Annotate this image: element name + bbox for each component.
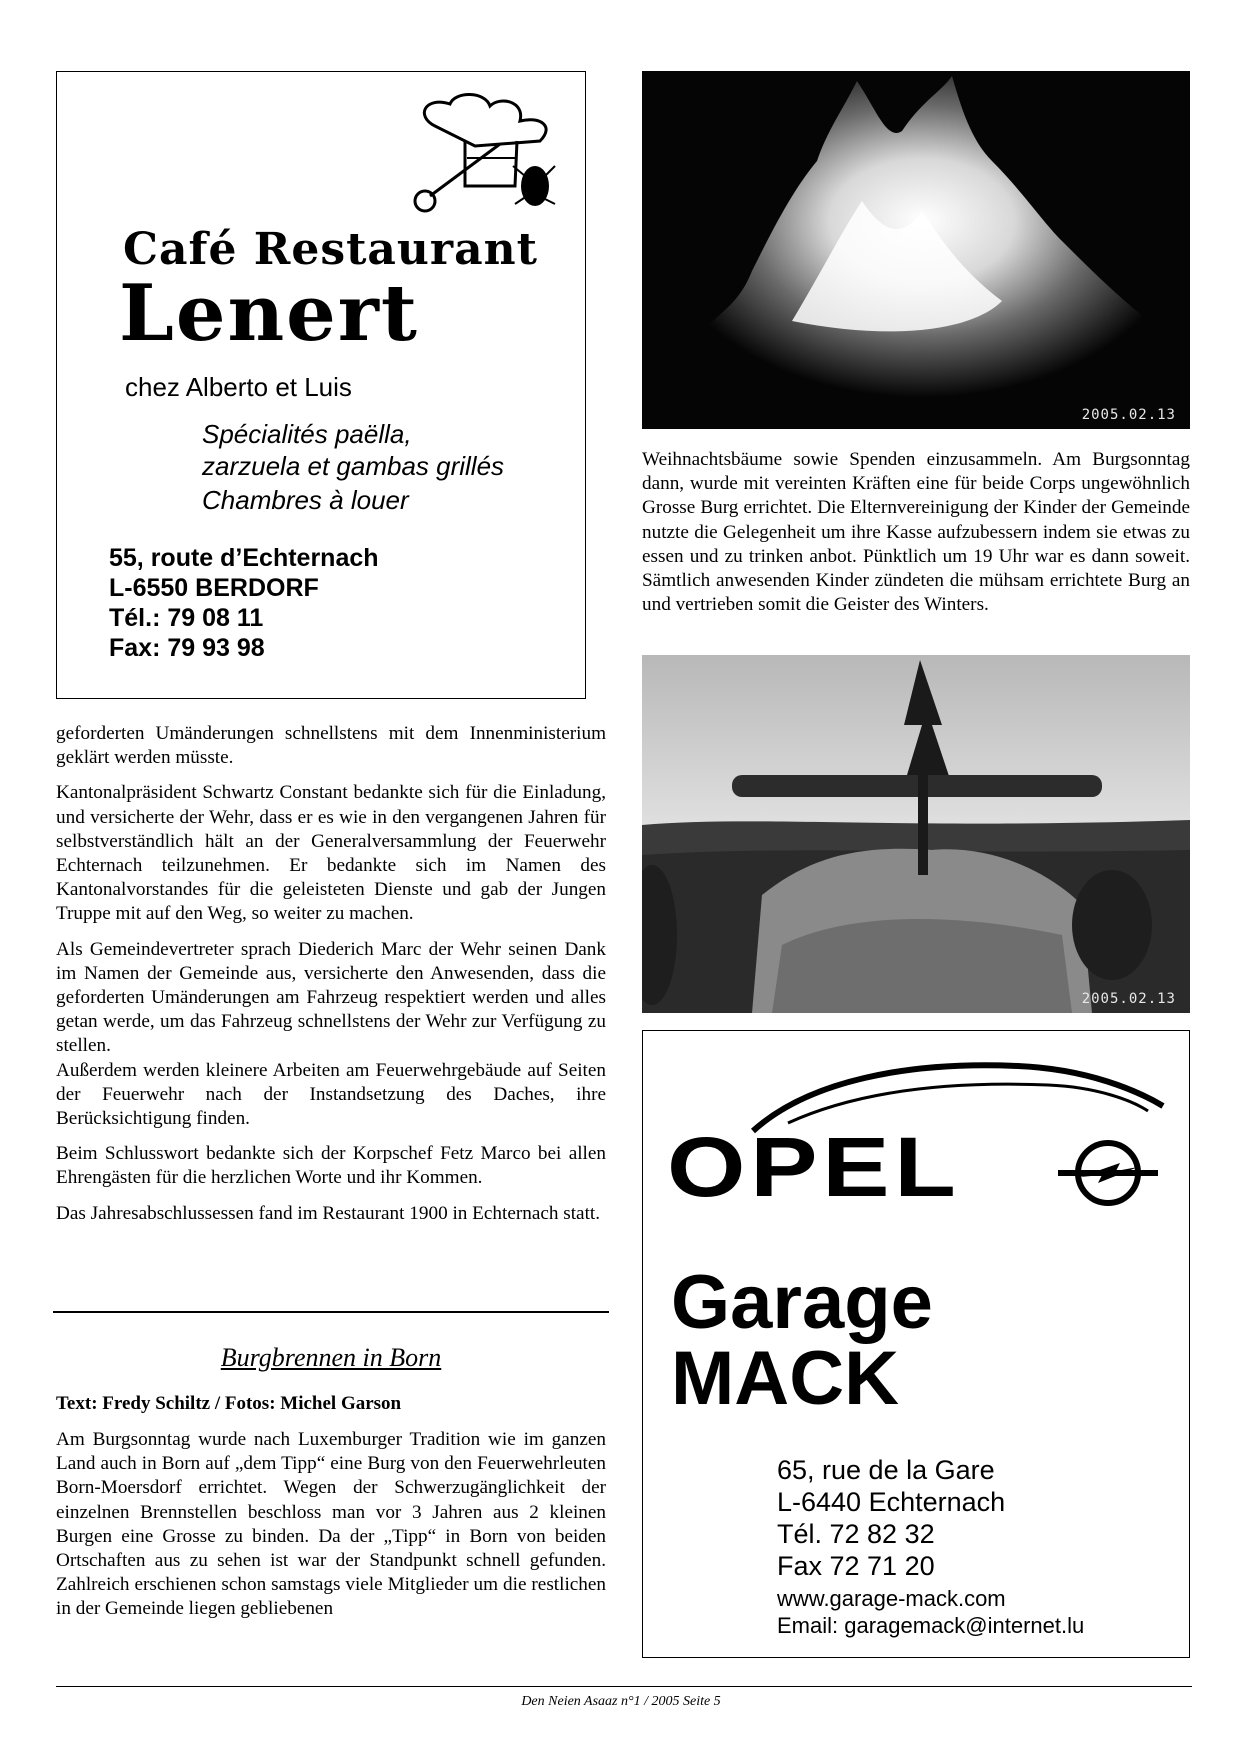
paragraph: Außerdem werden kleinere Arbeiten am Feuerwehrgebäude auf Seiten der Feuerwehr nach der Instandsetzung des Daches, ihre Berücksichtigung finden. (56, 1059, 606, 1130)
ad-lenert-chez: chez Alberto et Luis (125, 372, 352, 402)
paragraph: Am Burgsonntag wurde nach Luxemburger Tradition wie im ganzen Land auch in Born auf „dem Tipp“ eine Burg von den Feuerwehrleuten Born-Moersdorf errichtet. Wegen der Schwerzugänglichkeit der einzelnen Brennstellen beschloss man vor 3 Jahren aus 2 kleinen Burgen eine Grosse zu binden. Da der „Tipp“ in Born von beiden Ortschaften aus zu sehen ist war der Standpunkt schnell gefunden. Zahlreich erschienen schon samstags viele Mitglieder um die restlichen in der Gemeinde liegen gebliebenen (56, 1429, 606, 1620)
photo-castle-with-tree (642, 655, 1190, 1013)
ad-lenert-specialties-2: zarzuela et gambas grillés (202, 451, 505, 481)
ad-cafe-restaurant-lenert (56, 71, 586, 699)
photo-date-stamp: 2005.02.13 (1081, 991, 1176, 1007)
ad-opel-brand: OPEL (667, 1120, 961, 1214)
chef-hat-pan-logo (405, 86, 585, 216)
ad-lenert-rooms: Chambres à louer (202, 485, 409, 515)
ad-garage-website: www.garage-mack.com (777, 1586, 1006, 1611)
right-column-text (642, 448, 1190, 628)
paragraph: Weihnachtsbäume sowie Spenden einzusammeln. Am Burgsonntag dann, wurde mit vereinten Kräften eine für beide Corps ungewöhnlich Grosse Burg errichtet. Die Elternvereinigung der Kinder der Gemeinde nutzte die Gelegenheit um ihre Kasse aufzubessern indem sie etwas zu essen und zu trinken anbot. Pünktlich um 19 Uhr war es dann soweit. Sämtlich anwesenden Kinder zündeten die mühsam errichtete Burg an und vertrieben somit die Geister des Winters. (642, 449, 1190, 616)
paragraph: Das Jahresabschlussessen fand im Restaurant 1900 in Echternach statt. (56, 1202, 601, 1224)
ad-lenert-name: Lenert (119, 268, 419, 359)
ad-garage-phone: Tél. 72 82 32 (777, 1519, 935, 1549)
ad-lenert-specialties-1: Spécialités paëlla, (202, 419, 412, 449)
ad-lenert-title: Café Restaurant (123, 224, 538, 275)
paragraph: Kantonalpräsident Schwartz Constant bedankte sich für die Einladung, und versicherte der Wehr, dass er es wie in den vergangenen Jahren für selbstverständlich hält an der Generalversammlung der Feuerwehr Echternach teilzunehmen. Er bedankte sich im Namen des Kantonalvorstandes für die geleisteten Dienste und gab der Jungen Truppe mit auf den Weg, so weiter zu machen. (56, 782, 606, 925)
article-body (56, 1428, 606, 1633)
paragraph: geforderten Umänderungen schnellstens mit dem Innenministerium geklärt werden müsste. (56, 723, 606, 769)
photo-burning-castle (642, 71, 1190, 429)
ad-garage-address-1: 65, rue de la Gare (777, 1455, 995, 1485)
ad-garage-title-2: MACK (671, 1336, 899, 1421)
footer-text: Den Neien Asaaz n°1 / 2005 Seite 5 (521, 1694, 721, 1709)
article-heading: Burgbrennen in Born (220, 1343, 442, 1372)
ad-garage-fax: Fax 72 71 20 (777, 1551, 935, 1581)
tree-image (642, 655, 1190, 1013)
ad-lenert-address-2: L-6550 BERDORF (109, 574, 319, 602)
ad-garage-mack (642, 1030, 1190, 1658)
footer-rule (56, 1686, 1192, 1687)
opel-blitz-icon (1058, 1133, 1158, 1213)
ad-lenert-fax: Fax: 79 93 98 (109, 634, 265, 662)
paragraph (56, 938, 606, 1059)
ad-garage-address-2: L-6440 Echternach (777, 1487, 1006, 1517)
paragraph: Beim Schlusswort bedankte sich der Korpschef Fetz Marco bei allen Ehrengästen für die herzlichen Worte und ihr Kommen. (56, 1143, 606, 1189)
fire-image (642, 71, 1190, 429)
left-column-text (56, 722, 606, 1237)
paragraph-text: Als Gemeindevertreter sprach Diederich Marc der Wehr seinen Dank im Namen der Gemeinde aus, versicherte den Anwesenden, dass die geforderten Umänderungen am Fahrzeug respektiert werden und alles getan werde, um das Fahrzeug schnellstens der Wehr zur Verfügung zu stellen. (56, 938, 606, 1057)
article-credits: Text: Fredy Schiltz / Fotos: Michel Garson (56, 1393, 402, 1414)
ad-lenert-phone: Tél.: 79 08 11 (109, 604, 264, 632)
photo-date-stamp: 2005.02.13 (1081, 407, 1176, 423)
ad-lenert-address-1: 55, route d’Echternach (109, 544, 379, 572)
section-divider (53, 1311, 609, 1313)
ad-garage-title-1: Garage (671, 1260, 933, 1345)
ad-garage-email: Email: garagemack@internet.lu (777, 1613, 1085, 1638)
